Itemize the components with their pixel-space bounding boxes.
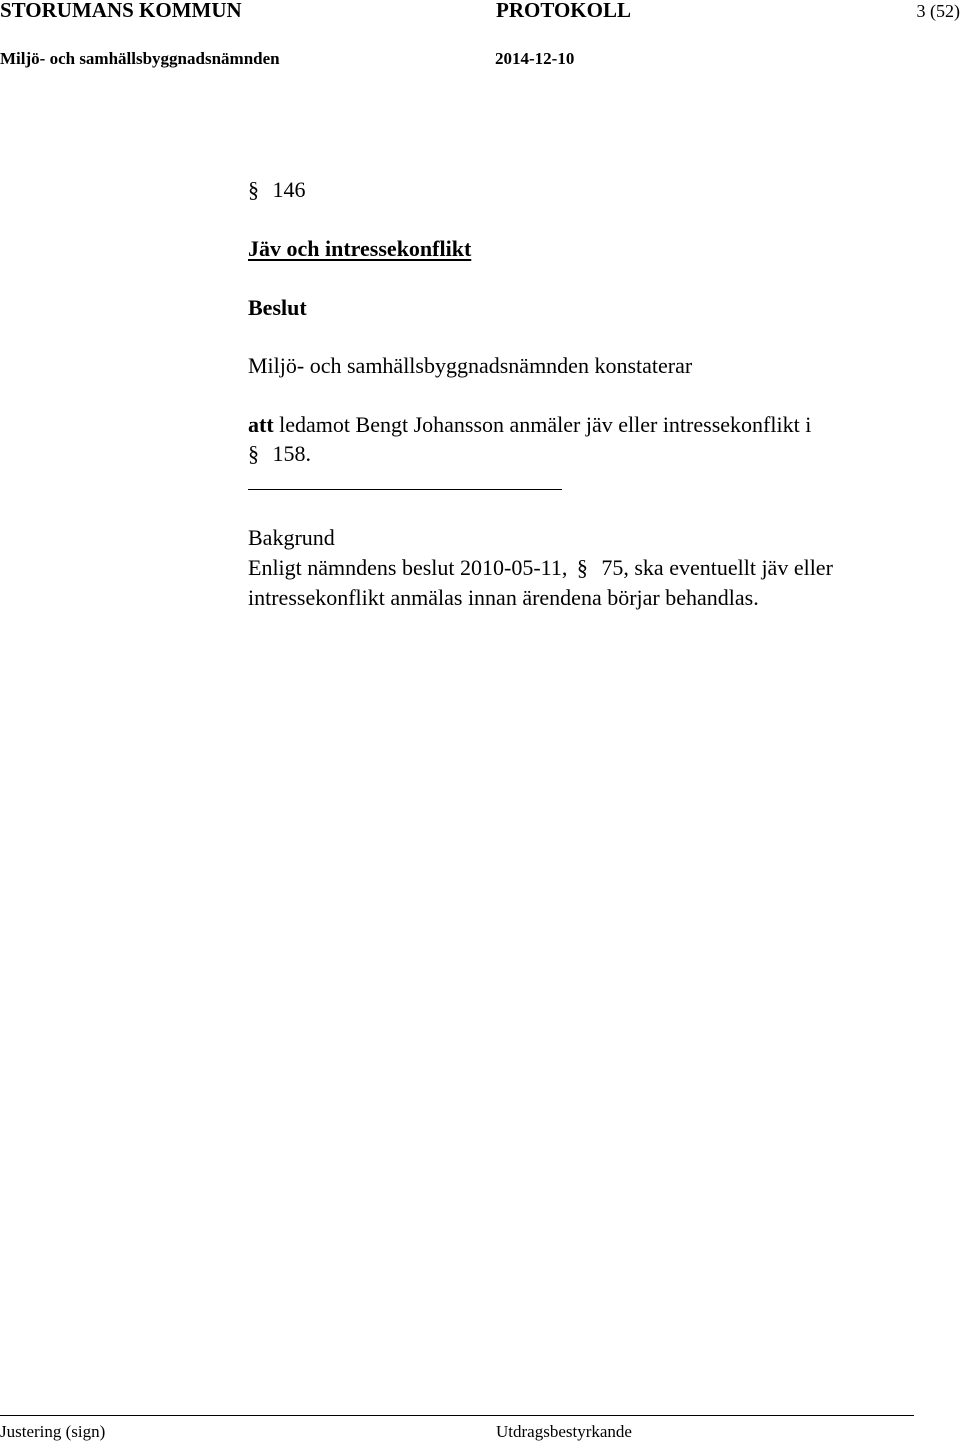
background-text-line2: intressekonflikt anmälas innan ärendena börjar behandlas. bbox=[248, 584, 759, 612]
background-text-line1 bbox=[248, 554, 833, 582]
background-text-a: Enligt nämndens beslut 2010-05-11, bbox=[248, 555, 567, 580]
municipality-name: STORUMANS KOMMUN bbox=[0, 0, 242, 23]
decision-reference: 158. bbox=[273, 441, 312, 466]
background-text-b: 75, ska eventuellt jäv eller bbox=[601, 555, 833, 580]
meeting-date: 2014-12-10 bbox=[495, 48, 574, 70]
decision-text-line2 bbox=[248, 440, 311, 468]
decision-text-rest: ledamot Bengt Johansson anmäler jäv eller intressekonflikt i bbox=[279, 412, 811, 437]
section-number-value: 146 bbox=[273, 177, 306, 202]
committee-name: Miljö- och samhällsbyggnadsnämnden bbox=[0, 48, 280, 70]
paragraph-sign: § bbox=[248, 176, 262, 204]
att-word: att bbox=[248, 412, 274, 437]
section-number bbox=[248, 176, 306, 204]
decision-heading: Beslut bbox=[248, 294, 307, 322]
footer-utdragsbestyrkande: Utdragsbestyrkande bbox=[496, 1421, 632, 1443]
section-title: Jäv och intressekonflikt bbox=[248, 235, 471, 263]
footer-justering: Justering (sign) bbox=[0, 1421, 105, 1443]
footer-line bbox=[0, 1415, 914, 1416]
decision-intro: Miljö- och samhällsbyggnadsnämnden konstaterar bbox=[248, 352, 692, 380]
paragraph-sign: § bbox=[577, 554, 591, 582]
paragraph-sign: § bbox=[248, 440, 262, 468]
separator-line bbox=[248, 489, 562, 490]
document-type: PROTOKOLL bbox=[496, 0, 631, 23]
decision-text-line1 bbox=[248, 411, 811, 439]
page-number: 3 (52) bbox=[917, 0, 960, 23]
background-heading: Bakgrund bbox=[248, 524, 335, 552]
